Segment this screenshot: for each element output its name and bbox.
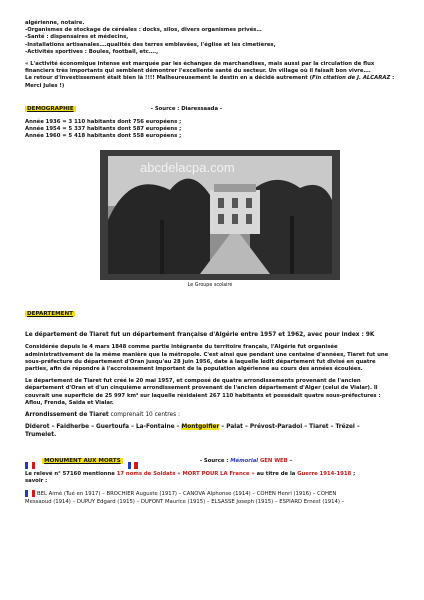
releve-part-d: Guerre 1914-1918 (297, 471, 352, 478)
intro-line: -Activités sportives : Boules, football, etc…., (25, 48, 159, 55)
section-title-departement: DEPARTEMENT (27, 311, 73, 318)
intro-line: -Installations artisanales….qualités des terres emblavées, l'église et les cimetières, (25, 41, 276, 48)
monument-source-suffix: – (287, 458, 293, 465)
photo-caption: Le Groupe scolaire (187, 283, 233, 289)
releve-part-e: ; (351, 471, 356, 478)
departement-index: 9K (365, 332, 375, 339)
population-line: Année 1954 = 5 337 habitants dont 587 européens ; (25, 126, 182, 133)
quote-thanks: : Merci Jules !) (25, 75, 395, 89)
centres-list (25, 423, 395, 439)
soldier-names-line-1: BEL Aimé (Tué en 1917) – BROCHIER Auguste (1917) – CANOVA Alphonse (1914) – COHEN Henri (1916) – COHEN (37, 491, 337, 498)
monument-source-prefix: - Source : (199, 458, 231, 465)
monument-source-memorial: Mémorial (230, 458, 260, 465)
demographie-heading (25, 95, 395, 114)
france-flag-icon (128, 454, 138, 461)
soldier-names (25, 490, 395, 505)
releve-part-c: au titre de la (254, 471, 298, 478)
monument-heading (25, 447, 395, 466)
photo-watermark: abcdelacpa.com (140, 160, 235, 176)
quote-line2: Le retour d'investissement était bien là !!!! Malheureusement le destin en a décidé autrement ( (25, 75, 313, 82)
centres-highlight: Montgolfier (181, 424, 220, 431)
school-photo (100, 150, 340, 280)
departement-paragraph-1: Considérée depuis le 4 mars 1848 comme partie intégrante du territoire français, l'Algérie fut organisée administrativement de la même manière que la métropole. C'est ainsi que pendant une centaine d'années, Tiaret fut une sous-préfecture du département d'Oran jusqu'au 28 juin 1956, date à laquelle ledit département fut divisé en quatre parties, afin de répondre à l'accroissement important de la population algérienne au cours des années écoulées. (25, 344, 389, 373)
centres-part-b: – Palat – Prévost-Paradol – Tiaret – Trézel – (219, 424, 360, 431)
centres-part-c: Trumelet. (25, 432, 57, 439)
arrondissement-title: Arrondissement de Tiaret (25, 412, 109, 419)
france-flag-icon (25, 490, 35, 497)
releve-savoir: savoir : (25, 478, 48, 485)
intro-line: -Santé : dispensaires et médecins, (25, 34, 129, 41)
population-line: Année 1960 = 5 418 habitants dont 558 européens ; (25, 133, 182, 140)
departement-lead-text: Le département de Tiaret fut un département française d'Algérie entre 1957 et 1962, avec pour index : (25, 332, 364, 339)
quote-citation: Fin citation de J. ALCARAZ (312, 75, 391, 82)
intro-line: -Organismes de stockage de céréales : docks, silos, divers organismes privés… (25, 27, 262, 34)
releve-part-a: Le relevé n° 57160 mentionne (25, 471, 117, 478)
section-title-demographie: DEMOGRAPHIE (27, 105, 74, 112)
departement-lead (25, 331, 395, 339)
demographie-source: - Source : Diaressaada - (150, 105, 223, 112)
monument-source (200, 458, 292, 464)
departement-paragraph-2: Le département de Tiaret fut créé le 20 mai 1957, et composé de quatre arrondissements provenant de l'ancien département d'Oran et d'un cinquième arrondissement provenant de l'ancien département d'Alger (celui de Vialar). Il couvrait une superficie de 25 997 km² sur laquelle résidaient 267 110 habitants et possédait quatre sous-préfectures : Aflou, Frenda, Saïda et Vialar. (25, 378, 381, 406)
section-title-monument: MONUMENT AUX MORTS (44, 458, 121, 465)
centres-part-a: Diderot – Faidherbe – Guertoufa – La-Fontaine – (25, 424, 182, 431)
intro-line: algérienne, notaire. (25, 20, 85, 26)
monument-releve (25, 471, 395, 485)
soldier-names-line-2: Messaoud (1914) – DUPUY Edgard (1915) – DUFONT Maurice (1915) – ELSASSE Joseph (1915) – ESPIARD Ernest (1914) – (25, 498, 345, 505)
quote-text: « L'activité économique intense est marquée par les échanges de marchandises, mais aussi par la circulation de flux financiers très importants qui semblent démontrer l'excellente santé du secteur. Un village où il faisait bon vivre…. (25, 61, 375, 75)
quote-paragraph (25, 61, 395, 90)
document-page (25, 20, 395, 506)
population-line: Année 1936 = 3 110 habitants dont 756 européens ; (25, 118, 182, 125)
releve-part-b: 17 noms de Soldats « MORT POUR LA France » (116, 471, 255, 478)
arrondissement-rest: comprenait 10 centres : (108, 412, 180, 419)
monument-source-genweb: GEN WEB (259, 458, 288, 465)
france-flag-icon (25, 454, 35, 461)
